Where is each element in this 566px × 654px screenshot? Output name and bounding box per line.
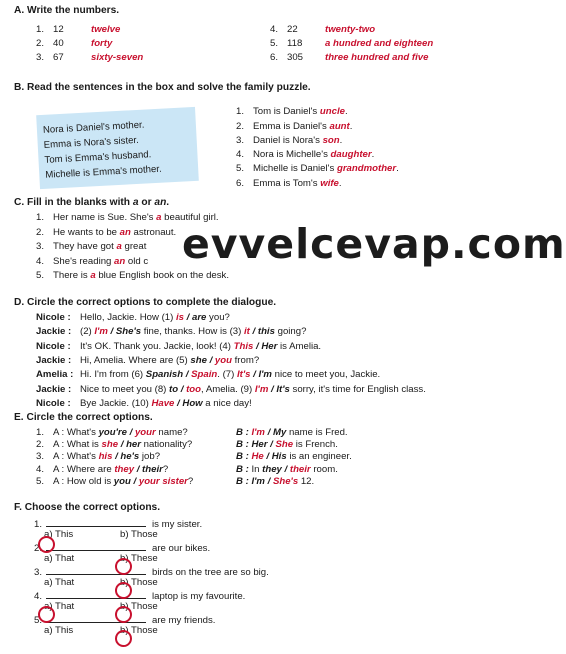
f-options [44, 529, 158, 541]
question-text: are my friends. [152, 615, 216, 626]
f-options [44, 553, 158, 565]
b-item-3: 3. Daniel is Nora's son. [236, 135, 343, 146]
chosen-option: Have [151, 397, 175, 409]
speaker-name: Jackie : [36, 326, 72, 338]
b-item-5: 5. Michelle is Daniel's grandmother. [236, 163, 399, 174]
speaker-name: Nicole : [36, 397, 71, 409]
chosen-option: I'm [94, 326, 108, 338]
sentence-text: ? [162, 463, 169, 475]
answer-b [236, 439, 338, 451]
answer-circle [115, 558, 132, 575]
answer-circle [115, 582, 132, 599]
section-d-title: D. Circle the correct options to complete the dialogue. [14, 297, 277, 308]
section-e-title: E. Circle the correct options. [14, 412, 153, 423]
answer-b [236, 451, 352, 463]
f-options [44, 577, 158, 589]
chosen-option: is [175, 312, 184, 323]
sentence-text: A : Where are [53, 463, 115, 475]
option-text: you / [113, 475, 139, 487]
option-text: / It's [268, 383, 290, 395]
clue-line: Nora is Daniel's mother. [42, 119, 145, 136]
option-b[interactable]: b) Those [120, 601, 158, 612]
item-number: 4. [36, 463, 45, 475]
sentence-text: Bye Jackie. (10) [80, 397, 152, 409]
sentence-text: a nice day! [202, 397, 252, 409]
option-text: B : [236, 475, 252, 487]
question-text: is my sister. [152, 519, 203, 530]
a-item-6: 6. 305 three hundred and five [270, 52, 429, 63]
c-item-1: 1. Her name is Sue. She's a beautiful girl. [36, 212, 219, 223]
sentence-text: nice to meet you, Jackie. [271, 369, 381, 381]
question-text: laptop is my favourite. [152, 591, 246, 602]
a-item-4: 4. 22 twenty-two [270, 24, 376, 35]
watermark: evvelcevap.com [182, 220, 566, 268]
b-item-6: 6. Emma is Tom's wife. [236, 178, 342, 189]
option-text: B : [236, 463, 252, 475]
chosen-option: she [101, 439, 119, 451]
question-a [36, 427, 188, 439]
option-text: I'm / [251, 475, 273, 487]
item-number: 3. [34, 567, 43, 578]
option-b[interactable]: b) Those [120, 577, 158, 588]
a-item-1: 1. 12 twelve [36, 24, 121, 35]
section-a-title: A. Write the numbers. [14, 5, 120, 16]
option-text: B : [236, 439, 252, 451]
sentence-text: ? [187, 475, 194, 487]
chosen-option: his [98, 451, 113, 463]
option-text: / I'm [250, 369, 272, 381]
option-a[interactable]: a) That [44, 553, 75, 564]
sentence-text: you? [206, 312, 230, 323]
chosen-option: their [289, 463, 311, 475]
sentence-text: , Amelia. (9) [201, 383, 255, 395]
answer-b [236, 464, 338, 476]
a-item-3: 3. 67 sixty-seven [36, 52, 144, 63]
chosen-option: I'm [251, 427, 265, 438]
item-number: 3. [36, 451, 45, 463]
chosen-option: I'm [254, 383, 269, 395]
chosen-option: She [275, 439, 294, 451]
dialogue-line [36, 384, 426, 396]
a-item-5: 5. 118 a hundred and eighteen [270, 38, 434, 49]
sentence-text: Hello, Jackie. How (1) [80, 312, 176, 323]
sentence-text: fine, thanks. How is (3) [141, 326, 244, 338]
question-text: are our bikes. [152, 543, 211, 554]
sentence-text: 12. [298, 475, 315, 487]
item-number: 5. [36, 475, 45, 487]
option-text: / His [263, 451, 287, 463]
sentence-text: Hi, Amelia. Where are (5) [80, 354, 191, 366]
option-a[interactable]: a) This [44, 529, 74, 540]
chosen-option: It's [236, 369, 251, 381]
option-text: they / [262, 463, 290, 475]
option-text: B : [236, 427, 252, 438]
option-text: to / [169, 383, 187, 395]
option-text: she / [190, 354, 215, 366]
b-item-4: 4. Nora is Michelle's daughter. [236, 149, 375, 160]
answer-circle [115, 606, 132, 623]
sentence-text: going? [274, 326, 307, 338]
sentence-text: Hi. I'm from (6) [80, 369, 146, 381]
section-f-title: F. Choose the correct options. [14, 502, 161, 513]
option-text: / this [249, 326, 275, 338]
item-number: 2. [36, 439, 45, 451]
item-number: 5. [34, 615, 43, 626]
c-item-5: 5. There is a blue English book on the desk. [36, 270, 230, 281]
sentence-text: A : How old is [53, 475, 114, 487]
section-c-title: C. Fill in the blanks with a or an. [14, 197, 170, 208]
option-text: / Her [253, 340, 278, 352]
chosen-option: your sister [138, 475, 188, 487]
speaker-name: Jackie : [36, 383, 72, 395]
option-text: / he's [112, 451, 140, 463]
sentence-text: A : What is [53, 439, 102, 451]
answer-b [236, 476, 314, 488]
clue-line: Tom is Emma's husband. [44, 149, 152, 166]
sentence-text: job? [139, 451, 161, 463]
sentence-text: A : What's [53, 451, 99, 463]
option-a[interactable]: a) This [44, 625, 74, 636]
sentence-text: . (7) [217, 369, 237, 381]
chosen-option: too [186, 383, 202, 395]
speaker-name: Jackie : [36, 354, 72, 366]
dialogue-line [36, 355, 259, 367]
item-number: 1. [36, 427, 45, 438]
clue-line: Michelle is Emma's mother. [45, 163, 162, 181]
option-text: Spanish / [145, 369, 192, 381]
dialogue-line [36, 326, 306, 338]
sentence-text: name is Fred. [286, 427, 348, 438]
option-text: / She's [107, 326, 142, 338]
question-a [36, 439, 192, 451]
chosen-option: Spain [191, 369, 218, 381]
c-item-3: 3. They have got a great [36, 241, 147, 252]
answer-b [236, 427, 348, 439]
answer-circle [38, 536, 55, 553]
option-text: you're / [98, 427, 135, 438]
option-b[interactable]: b) Those [120, 625, 158, 636]
question-a [36, 464, 168, 476]
family-clue-box [36, 107, 199, 189]
answer-blank[interactable] [46, 542, 146, 551]
sentence-text: is Amelia. [277, 340, 322, 352]
chosen-option: your [134, 427, 156, 438]
sentence-text: from? [231, 354, 260, 366]
speaker-name: Nicole : [36, 312, 71, 323]
sentence-text: is French. [293, 439, 338, 451]
option-text: / My [264, 427, 287, 438]
sentence-text: sorry, it's time for English class. [289, 383, 426, 395]
dialogue-line [36, 398, 252, 410]
option-text: / are [183, 312, 207, 323]
item-number: 2. [34, 543, 43, 554]
option-b[interactable]: b) These [120, 553, 158, 564]
f-options [44, 601, 158, 613]
option-text: / her [118, 439, 142, 451]
section-b-title: B. Read the sentences in the box and solve the family puzzle. [14, 82, 311, 93]
a-item-2: 2. 40 forty [36, 38, 113, 49]
sentence-text: A : What's [53, 427, 99, 438]
f-options [44, 625, 158, 637]
chosen-option: He [251, 451, 264, 463]
option-b[interactable]: b) Those [120, 529, 158, 540]
chosen-option: it [244, 326, 250, 338]
question-a [36, 476, 193, 488]
chosen-option: you [214, 354, 232, 366]
sentence-text: nationality? [141, 439, 193, 451]
dialogue-line [36, 341, 321, 353]
speaker-name: Amelia : [36, 369, 74, 381]
dialogue-line [36, 369, 380, 381]
chosen-option: She's [272, 475, 299, 487]
option-text: / their [134, 463, 163, 475]
sentence-text: (2) [80, 326, 95, 338]
sentence-text: name? [155, 427, 188, 438]
chosen-option: This [233, 340, 254, 352]
sentence-text: Nice to meet you (8) [80, 383, 170, 395]
item-number: 4. [34, 591, 43, 602]
b-item-1: 1. Tom is Daniel's uncle. [236, 106, 348, 117]
option-text: / How [174, 397, 203, 409]
b-item-2: 2. Emma is Daniel's aunt. [236, 121, 353, 132]
item-number: 1. [34, 519, 43, 530]
c-item-4: 4. She's reading an old c [36, 256, 149, 267]
sentence-text: room. [310, 463, 338, 475]
clue-line: Emma is Nora's sister. [43, 134, 140, 151]
c-item-2: 2. He wants to be an astronaut. [36, 227, 177, 238]
dialogue-line [36, 312, 230, 324]
question-text: birds on the tree are so big. [152, 567, 269, 578]
question-a [36, 451, 160, 463]
option-text: B : [236, 451, 252, 463]
sentence-text: is an engineer. [286, 451, 352, 463]
sentence-text: It's OK. Thank you. Jackie, look! (4) [80, 340, 234, 352]
option-a[interactable]: a) That [44, 577, 75, 588]
speaker-name: Nicole : [36, 340, 71, 352]
answer-circle [115, 630, 132, 647]
answer-circle [38, 606, 55, 623]
sentence-text: In [251, 463, 263, 475]
option-text: Her / [251, 439, 276, 451]
chosen-option: they [114, 463, 135, 475]
answer-blank[interactable] [46, 518, 146, 527]
option-a[interactable]: a) That [44, 601, 75, 612]
